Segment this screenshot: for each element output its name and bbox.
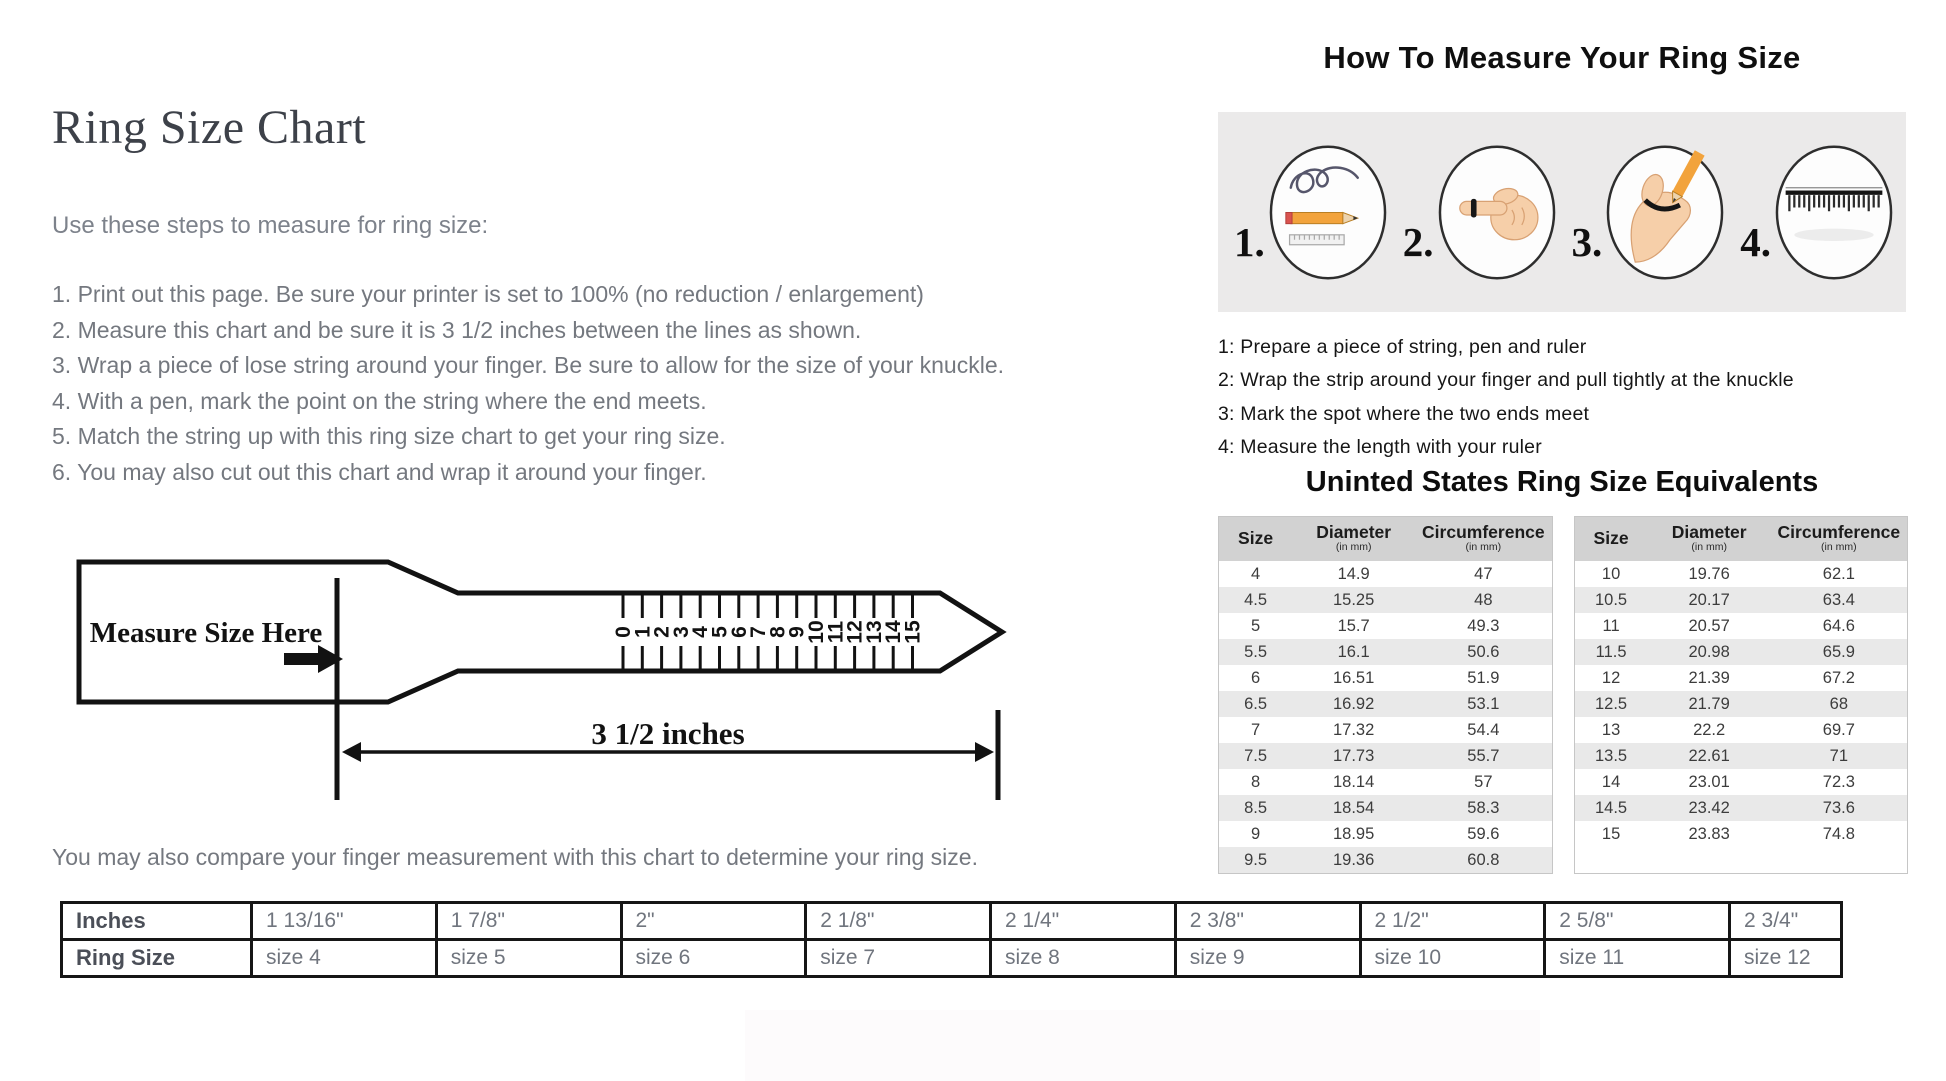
- svg-text:0: 0: [612, 626, 635, 638]
- svg-text:10: 10: [805, 620, 828, 644]
- size-cell: 13: [1601, 720, 1621, 739]
- col-header-circumference: Circumference (in mm): [1771, 517, 1907, 561]
- size-cell: 11.5: [1595, 642, 1627, 661]
- diameter-cell: 22.61: [1688, 746, 1730, 765]
- illustration-step-1: [1234, 143, 1390, 282]
- table-row: [1219, 665, 1552, 691]
- inches-row: [62, 903, 1842, 940]
- table-row: [1219, 561, 1552, 587]
- svg-text:12: 12: [843, 620, 867, 644]
- step-number: 4.: [1740, 218, 1771, 265]
- size-cell: 9: [1250, 824, 1261, 843]
- size-cell: 10.5: [1595, 590, 1628, 609]
- circumference-cell: 63.4: [1822, 590, 1855, 609]
- inches-value-cell: 2 3/8": [1175, 903, 1360, 940]
- table-row: [1575, 587, 1908, 613]
- svg-text:13: 13: [862, 620, 886, 644]
- compare-note: You may also compare your finger measurement with this chart to determine your ring size.: [52, 844, 978, 870]
- illustration-step-3: [1572, 143, 1728, 282]
- circumference-cell: 64.6: [1822, 616, 1855, 635]
- circumference-cell: 72.3: [1822, 772, 1855, 791]
- step-number: 3.: [1571, 218, 1603, 265]
- size-cell: 13.5: [1595, 746, 1628, 765]
- ring-size-value-cell: size 10: [1360, 940, 1545, 977]
- table-row: [1219, 769, 1552, 795]
- inches-value-cell: 2 1/2": [1360, 903, 1545, 940]
- size-cell: 6: [1250, 668, 1261, 687]
- inches-value-cell: 1 13/16": [252, 903, 437, 940]
- ring-size-value-cell: size 11: [1545, 940, 1730, 977]
- size-cell: 12.5: [1595, 694, 1628, 713]
- diameter-cell: 17.73: [1333, 746, 1375, 765]
- svg-text:1: 1: [631, 626, 655, 638]
- circumference-cell: 57: [1474, 772, 1493, 791]
- circumference-cell: 65.9: [1822, 642, 1855, 661]
- size-cell: 14: [1601, 772, 1621, 791]
- width-label: 3 1/2 inches: [591, 716, 745, 751]
- ring-sizer-diagram: [60, 552, 1020, 812]
- measure-step: 6. You may also cut out this chart and wrap it around your finger.: [52, 458, 707, 485]
- intro-text: Use these steps to measure for ring size:: [52, 212, 489, 239]
- circumference-cell: 60.8: [1467, 850, 1500, 869]
- table-row: [1575, 821, 1908, 847]
- inches-value-cell: 2": [621, 903, 806, 940]
- diameter-cell: 16.92: [1333, 694, 1375, 713]
- ring-size-value-cell: size 12: [1730, 940, 1842, 977]
- size-cell: 7.5: [1244, 746, 1268, 765]
- diameter-cell: 16.51: [1333, 668, 1375, 687]
- col-header-size: Size: [1575, 517, 1648, 561]
- inches-to-ring-size-table: [60, 901, 1843, 978]
- table-row: [1575, 561, 1908, 587]
- svg-text:7: 7: [747, 626, 771, 638]
- circumference-cell: 71: [1829, 746, 1848, 765]
- size-cell: 5.5: [1244, 642, 1268, 661]
- circumference-cell: 55.7: [1467, 746, 1500, 765]
- circumference-cell: 50.6: [1467, 642, 1500, 661]
- diameter-cell: 22.2: [1693, 720, 1726, 739]
- background-band: [745, 1010, 1540, 1081]
- circumference-cell: 54.4: [1467, 720, 1500, 739]
- ruler-measure-icon: [1772, 143, 1896, 282]
- measure-step: 1. Print out this page. Be sure your printer is set to 100% (no reduction / enlargement): [52, 281, 924, 307]
- svg-text:4: 4: [689, 626, 713, 638]
- mark-string-pencil-icon: [1603, 143, 1727, 282]
- circumference-cell: 73.6: [1822, 798, 1855, 817]
- svg-text:11: 11: [824, 620, 848, 644]
- size-cell: 4: [1250, 564, 1261, 583]
- diameter-cell: 15.7: [1337, 616, 1370, 635]
- illustration-step-4: [1740, 143, 1896, 282]
- size-cell: 11: [1602, 616, 1620, 635]
- size-cell: 15: [1601, 824, 1621, 843]
- circumference-cell: 67.2: [1822, 668, 1855, 687]
- diameter-cell: 20.17: [1688, 590, 1730, 609]
- circumference-cell: 69.7: [1822, 720, 1855, 739]
- ring-size-row-label: Ring Size: [62, 940, 252, 977]
- measure-here-label: Measure Size Here: [89, 617, 323, 649]
- diameter-cell: 18.14: [1333, 772, 1375, 791]
- illustration-panel: [1218, 112, 1906, 312]
- circumference-cell: 74.8: [1822, 824, 1855, 843]
- circumference-cell: 49.3: [1467, 616, 1500, 635]
- diameter-cell: 18.54: [1333, 798, 1375, 817]
- circumference-cell: 68: [1829, 694, 1848, 713]
- table-header-row: [1219, 517, 1552, 561]
- ring-size-value-cell: size 7: [806, 940, 991, 977]
- svg-text:5: 5: [708, 626, 732, 638]
- size-cell: 14.5: [1595, 798, 1628, 817]
- size-cell: 8: [1250, 772, 1261, 791]
- inches-value-cell: 2 5/8": [1545, 903, 1730, 940]
- measure-step: 3. Wrap a piece of lose string around your finger. Be sure to allow for the size of your knuckle.: [52, 352, 1005, 379]
- diameter-cell: 19.76: [1688, 564, 1730, 583]
- svg-text:3: 3: [669, 626, 693, 638]
- col-header-circumference: Circumference (in mm): [1415, 517, 1551, 561]
- inches-value-cell: 2 1/8": [806, 903, 991, 940]
- dimension-arrowhead-right: [975, 742, 994, 762]
- table-row: [1219, 821, 1552, 847]
- step-number: 1.: [1234, 218, 1265, 265]
- table-row: [1219, 639, 1552, 665]
- page-title: Ring Size Chart: [52, 101, 367, 154]
- table-row: [1219, 743, 1552, 769]
- svg-text:15: 15: [901, 620, 925, 644]
- svg-text:6: 6: [727, 626, 751, 638]
- equivalents-table-title: Uninted States Ring Size Equivalents: [1305, 466, 1819, 498]
- dimension-arrowhead-left: [342, 742, 361, 762]
- how-to-step: 3: Mark the spot where the two ends meet: [1218, 402, 1590, 425]
- ring-size-value-cell: size 6: [621, 940, 806, 977]
- size-cell: 10: [1601, 564, 1621, 583]
- ring-size-value-cell: size 4: [252, 940, 437, 977]
- equivalents-table-left: [1218, 516, 1553, 874]
- ring-size-equivalents-tables: [1218, 516, 1908, 874]
- table-row: [1575, 665, 1908, 691]
- equivalents-table-right: [1574, 516, 1909, 874]
- inches-value-cell: 1 7/8": [436, 903, 621, 940]
- table-row: [1575, 717, 1908, 743]
- circumference-cell: 48: [1474, 590, 1493, 609]
- size-cell: 5: [1250, 616, 1261, 635]
- table-row: [1219, 717, 1552, 743]
- measure-step: 2. Measure this chart and be sure it is 3 1/2 inches between the lines as shown.: [52, 316, 862, 343]
- table-row: [1575, 795, 1908, 821]
- svg-text:9: 9: [785, 626, 809, 638]
- how-to-step: 1: Prepare a piece of string, pen and ruler: [1218, 336, 1587, 358]
- measure-step: 5. Match the string up with this ring size chart to get your ring size.: [52, 423, 726, 450]
- col-header-diameter: Diameter (in mm): [1648, 517, 1771, 561]
- ring-size-value-cell: size 8: [991, 940, 1176, 977]
- diameter-cell: 23.42: [1688, 798, 1730, 817]
- ring-size-value-cell: size 5: [436, 940, 621, 977]
- how-to-steps-list: [1218, 331, 1794, 465]
- table-row: [1575, 613, 1908, 639]
- diameter-cell: 20.98: [1688, 642, 1730, 661]
- circumference-cell: 59.6: [1467, 824, 1500, 843]
- size-cell: 6.5: [1244, 694, 1268, 713]
- circumference-cell: 53.1: [1467, 694, 1500, 713]
- table-row: [1575, 639, 1908, 665]
- table-row: [1219, 691, 1552, 717]
- circumference-cell: 58.3: [1467, 798, 1500, 817]
- diameter-cell: 16.1: [1337, 642, 1370, 661]
- size-cell: 4.5: [1244, 590, 1268, 609]
- ring-size-row: [62, 940, 1842, 977]
- diameter-cell: 14.9: [1337, 564, 1370, 583]
- table-row: [1219, 847, 1552, 873]
- circumference-cell: 47: [1474, 564, 1493, 583]
- circumference-cell: 62.1: [1822, 564, 1855, 583]
- how-to-step: 4: Measure the length with your ruler: [1218, 436, 1542, 459]
- string-pen-ruler-icon: [1266, 143, 1390, 282]
- how-to-title: How To Measure Your Ring Size: [1323, 40, 1801, 75]
- measure-step: 4. With a pen, mark the point on the string where the end meets.: [52, 387, 707, 414]
- svg-text:8: 8: [766, 626, 790, 638]
- illustration-step-2: [1403, 143, 1559, 282]
- table-header-row: [1575, 517, 1908, 561]
- diameter-cell: 21.79: [1688, 694, 1730, 713]
- table-row: [1575, 691, 1908, 717]
- svg-text:2: 2: [650, 626, 674, 638]
- inches-value-cell: 2 1/4": [991, 903, 1176, 940]
- ring-size-value-cell: size 9: [1175, 940, 1360, 977]
- col-header-size: Size: [1219, 517, 1292, 561]
- table-row: [1575, 769, 1908, 795]
- size-cell: 8.5: [1244, 798, 1268, 817]
- diameter-cell: 20.57: [1688, 616, 1730, 635]
- diameter-cell: 18.95: [1333, 824, 1375, 843]
- inches-row-label: Inches: [62, 903, 252, 940]
- diameter-cell: 23.83: [1688, 824, 1730, 843]
- svg-text:14: 14: [882, 620, 906, 644]
- measure-steps-list: [52, 277, 1004, 491]
- size-cell: 7: [1250, 720, 1261, 739]
- table-row: [1575, 743, 1908, 769]
- diameter-cell: 17.32: [1333, 720, 1375, 739]
- circumference-cell: 51.9: [1467, 668, 1500, 687]
- table-row: [1219, 795, 1552, 821]
- col-header-diameter: Diameter (in mm): [1292, 517, 1415, 561]
- inches-value-cell: 2 3/4": [1730, 903, 1842, 940]
- how-to-step: 2: Wrap the strip around your finger and pull tightly at the knuckle: [1218, 369, 1794, 392]
- finger-string-icon: [1435, 143, 1559, 282]
- diameter-cell: 21.39: [1688, 668, 1730, 687]
- size-cell: 12: [1601, 668, 1621, 687]
- table-row: [1219, 587, 1552, 613]
- diameter-cell: 23.01: [1688, 772, 1730, 791]
- diameter-cell: 19.36: [1333, 850, 1375, 869]
- table-row: [1219, 613, 1552, 639]
- size-cell: 9.5: [1244, 850, 1268, 869]
- diameter-cell: 15.25: [1333, 590, 1375, 609]
- step-number: 2.: [1402, 218, 1434, 265]
